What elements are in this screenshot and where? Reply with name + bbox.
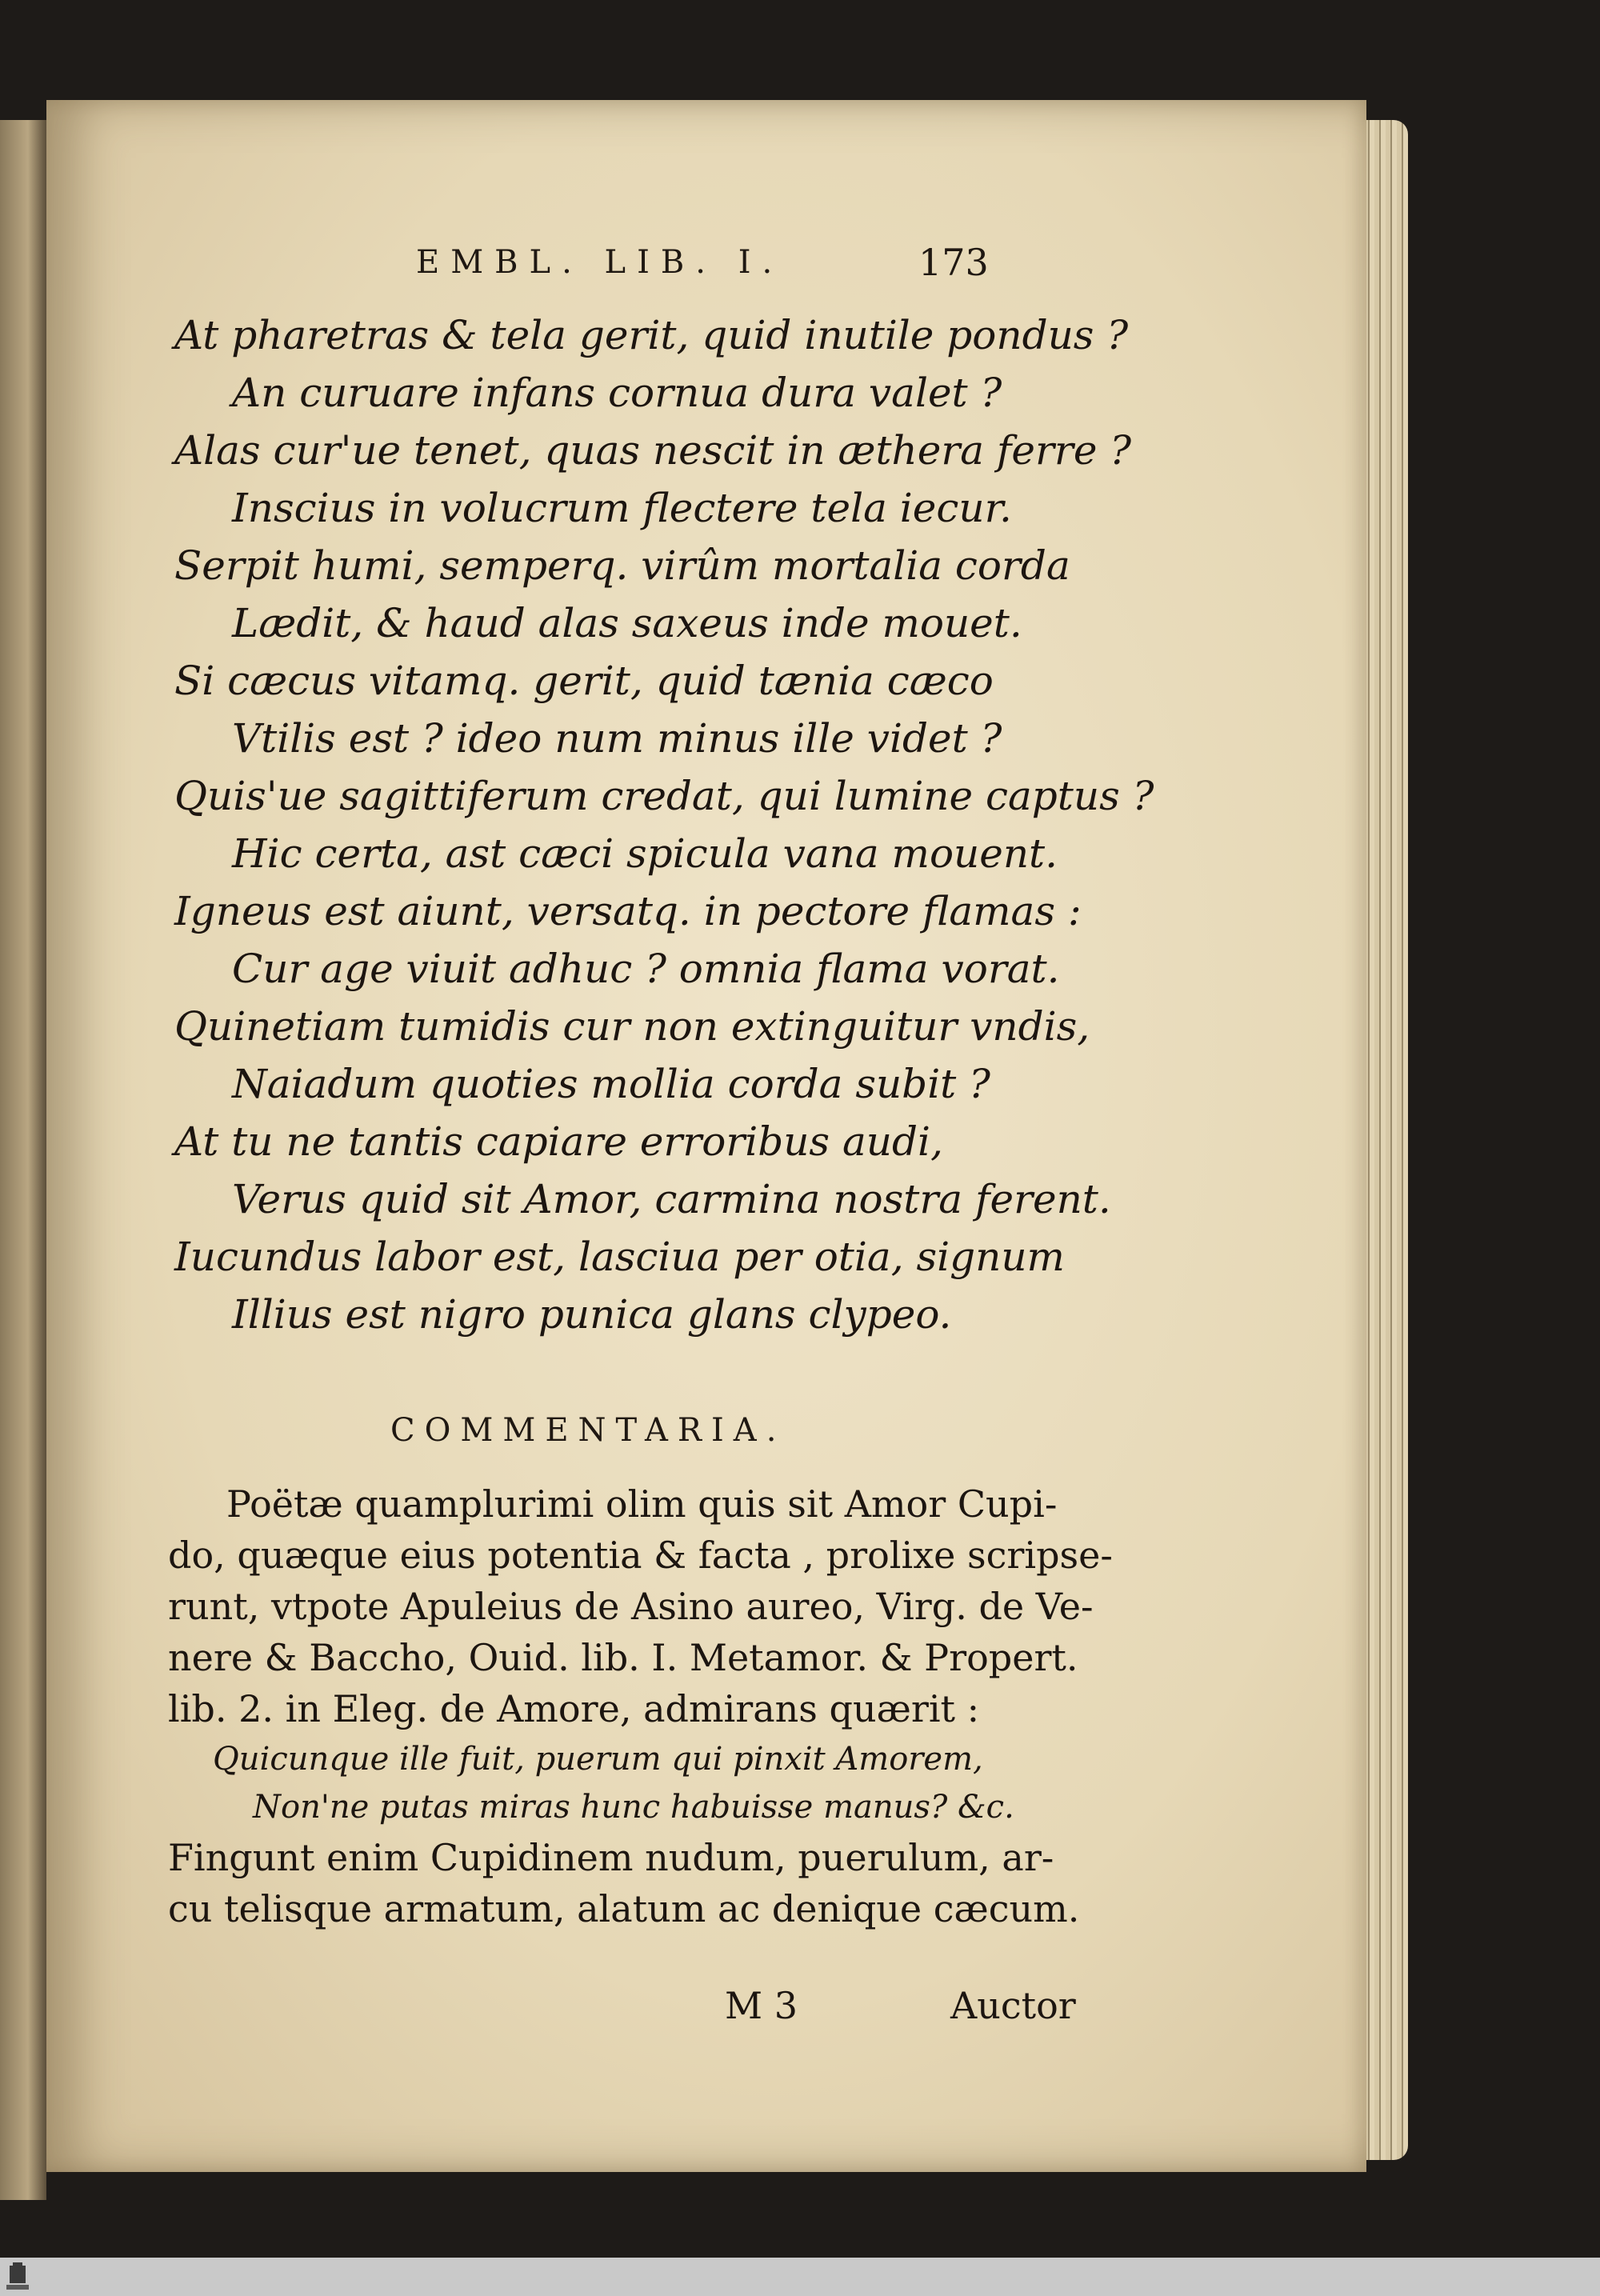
signature-mark: M 3 (725, 1984, 798, 2027)
verse-line: An curuare infans cornua dura valet ? (232, 370, 1002, 416)
scanner-footer-strip (0, 2258, 1600, 2296)
commentary-line: Poëtæ quamplurimi olim quis sit Amor Cupi- (226, 1482, 1058, 1526)
catchword: Auctor (950, 1984, 1076, 2027)
page-number: 173 (918, 241, 989, 284)
verse-line: Lædit, & haud alas saxeus inde mouet. (232, 600, 1022, 646)
verse-line: Serpit humi, semperq. virûm mortalia corda (174, 542, 1070, 589)
quote-line: Quicunque ille fuit, puerum qui pinxit Amorem, (213, 1741, 983, 1778)
verse-line: Inscius in volucrum flectere tela iecur. (232, 485, 1012, 531)
commentary-line: do, quæque eius potentia & facta , prolixe scripse- (168, 1534, 1113, 1577)
page-footer (46, 1984, 1366, 2032)
quote-line: Non'ne putas miras hunc habuisse manus? &c. (253, 1789, 1014, 1826)
running-head: EMBL. LIB. I. (416, 244, 784, 281)
facing-page-edge (0, 120, 46, 2200)
verse-line: Quis'ue sagittiferum credat, qui lumine captus ? (174, 773, 1154, 819)
commentary-title: COMMENTARIA. (390, 1412, 786, 1449)
verse-line: Quinetiam tumidis cur non extinguitur vndis, (174, 1003, 1090, 1050)
verse-line: At pharetras & tela gerit, quid inutile pondus ? (174, 312, 1129, 358)
book-page (46, 100, 1366, 2172)
verse-line: Alas cur'ue tenet, quas nescit in æthera ferre ? (174, 427, 1132, 474)
commentary-line: nere & Baccho, Ouid. lib. I. Metamor. & Propert. (168, 1636, 1078, 1679)
verse-line: At tu ne tantis capiare erroribus audi, (174, 1118, 943, 1165)
commentary-line: Fingunt enim Cupidinem nudum, puerulum, ar- (168, 1836, 1054, 1879)
verse-line: Illius est nigro punica glans clypeo. (232, 1291, 952, 1338)
commentary-line: runt, vtpote Apuleius de Asino aureo, Virg. de Ve- (168, 1585, 1094, 1628)
verse-line: Verus quid sit Amor, carmina nostra ferent. (232, 1176, 1111, 1222)
verse-line: Hic certa, ast cæci spicula vana mouent. (232, 830, 1058, 877)
verse-line: Si cæcus vitamq. gerit, quid tænia cæco (174, 658, 994, 704)
verse-line: Naiadum quoties mollia corda subit ? (232, 1061, 990, 1107)
commentary-line: lib. 2. in Eleg. de Amore, admirans quærit : (168, 1687, 980, 1730)
verse-line: Igneus est aiunt, versatq. in pectore flamas : (174, 888, 1082, 934)
commentary-line: cu telisque armatum, alatum ac denique cæcum. (168, 1887, 1080, 1930)
verse-line: Iucundus labor est, lasciua per otia, signum (174, 1234, 1065, 1280)
verse-line: Vtilis est ? ideo num minus ille videt ? (232, 715, 1002, 762)
library-logo-icon (5, 2261, 30, 2293)
verse-line: Cur age viuit adhuc ? omnia flama vorat. (232, 946, 1060, 992)
